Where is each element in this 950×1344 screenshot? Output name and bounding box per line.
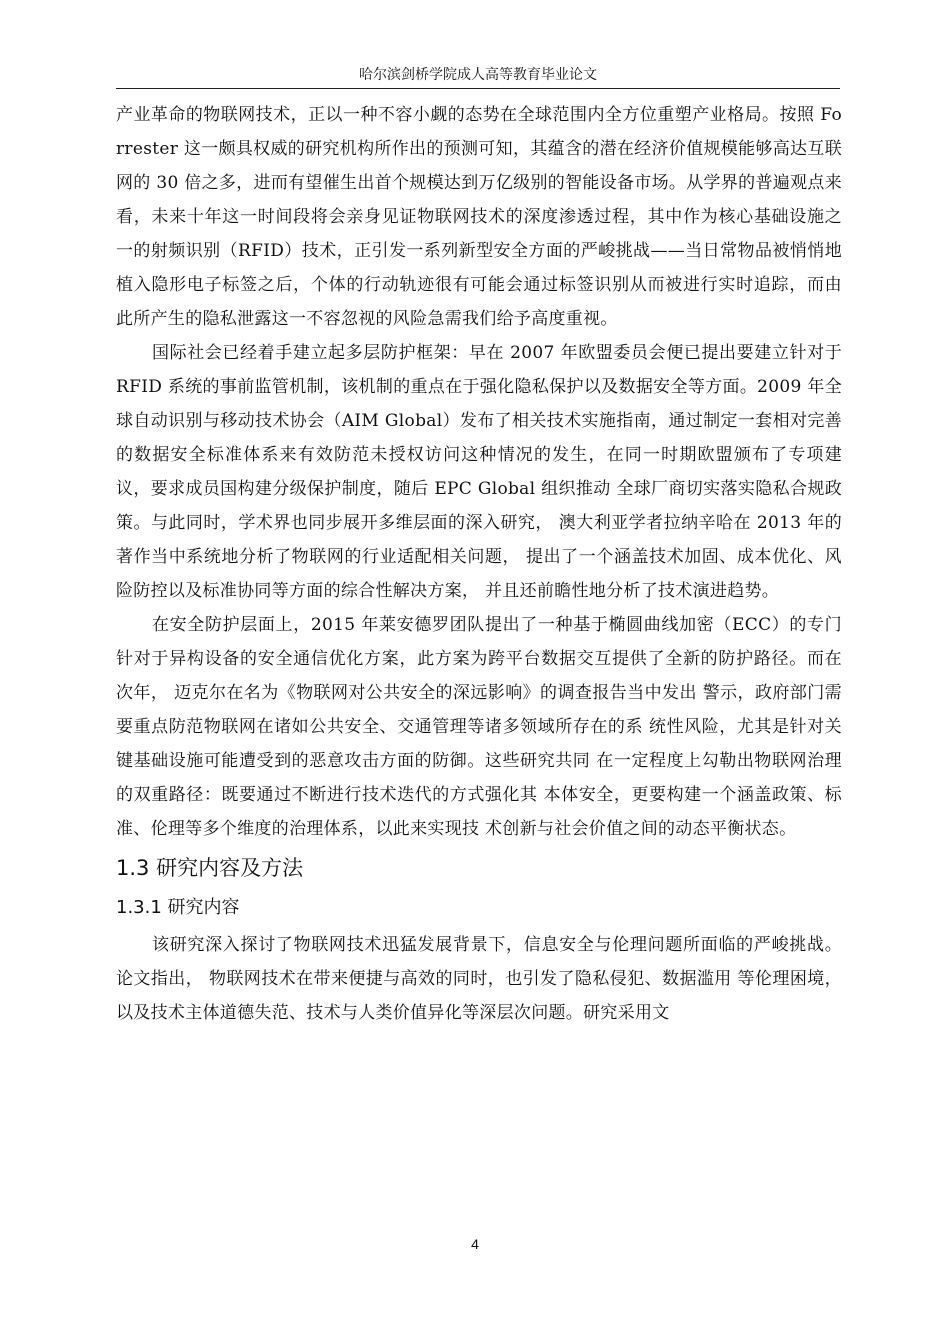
section-heading: 1.3 研究内容及方法: [116, 856, 304, 880]
page-number: 4: [471, 1236, 479, 1252]
paragraph-research-content: 该研究深入探讨了物联网技术迅猛发展背景下，信息安全与伦理问题所面临的严峻挑战。论文指出， 物联网技术在带来便捷与高效的同时，也引发了隐私侵犯、数据滥用 等伦理困境，以及技术主体道德失范、技术与人类价值异化等深层次问题。研究采用文: [116, 935, 842, 1023]
subsection-heading: 1.3.1 研究内容: [116, 897, 240, 918]
page-header: 哈尔滨剑桥学院成人高等教育毕业论文: [116, 62, 840, 89]
paragraph-iot-industry-overview: 产业革命的物联网技术，正以一种不容小觑的态势在全球范围内全方位重塑产业格局。按照 Forrester 这一颇具权威的研究机构所作出的预测可知，其蕴含的潜在经济价值规模能够高达互联网的 30 倍之多，进而有望催生出首个规模达到万亿级别的智能设备市场。从学界的普遍观点来看，未来十年这一时间段将会亲身见证物联网技术的深度渗透过程，其中作为核心基础设施之一的射频识别（RFID）技术，正引发一系列新型安全方面的严峻挑战——当日常物品被悄悄地植入隐形电子标签之后，个体的行动轨迹很有可能会通过标签识别从而被进行实时追踪，而由此所产生的隐私泄露这一不容忽视的风险急需我们给予高度重视。: [116, 105, 842, 329]
paragraph-international-frameworks: 国际社会已经着手建立起多层防护框架：早在 2007 年欧盟委员会便已提出要建立针对于 RFID 系统的事前监管机制，该机制的重点在于强化隐私保护以及数据安全等方面。2009 年全球自动识别与移动技术协会（AIM Global）发布了相关技术实施指南，通过制定一套相对完善的数据安全标准体系来有效防范未授权访问这种情况的发生，在同一时期欧盟颁布了专项建议，要求成员国构建分级保护制度，随后 EPC Global 组织推动 全球厂商切实落实隐私合规政策。与此同时，学术界也同步展开多维层面的深入研究， 澳大利亚学者拉纳辛哈在 2013 年的著作当中系统地分析了物联网的行业适配相关问题， 提出了一个涵盖技术加固、成本优化、风险防控以及标准协同等方面的综合性解决方案， 并且还前瞻性地分析了技术演进趋势。: [116, 343, 842, 601]
paragraph-security-protection: 在安全防护层面上，2015 年莱安德罗团队提出了一种基于椭圆曲线加密（ECC）的专门针对于异构设备的安全通信优化方案，此方案为跨平台数据交互提供了全新的防护路径。而在次年， 迈克尔在名为《物联网对公共安全的深远影响》的调查报告当中发出 警示，政府部门需要重点防范物联网在诸如公共安全、交通管理等诸多领域所存在的系 统性风险，尤其是针对关键基础设施可能遭受到的恶意攻击方面的防御。这些研究共同 在一定程度上勾勒出物联网治理的双重路径：既要通过不断进行技术迭代的方式强化其 本体安全，更要构建一个涵盖政策、标准、伦理等多个维度的治理体系，以此来实现技 术创新与社会价值之间的动态平衡状态。: [116, 615, 842, 839]
document-body: [116, 98, 842, 1030]
